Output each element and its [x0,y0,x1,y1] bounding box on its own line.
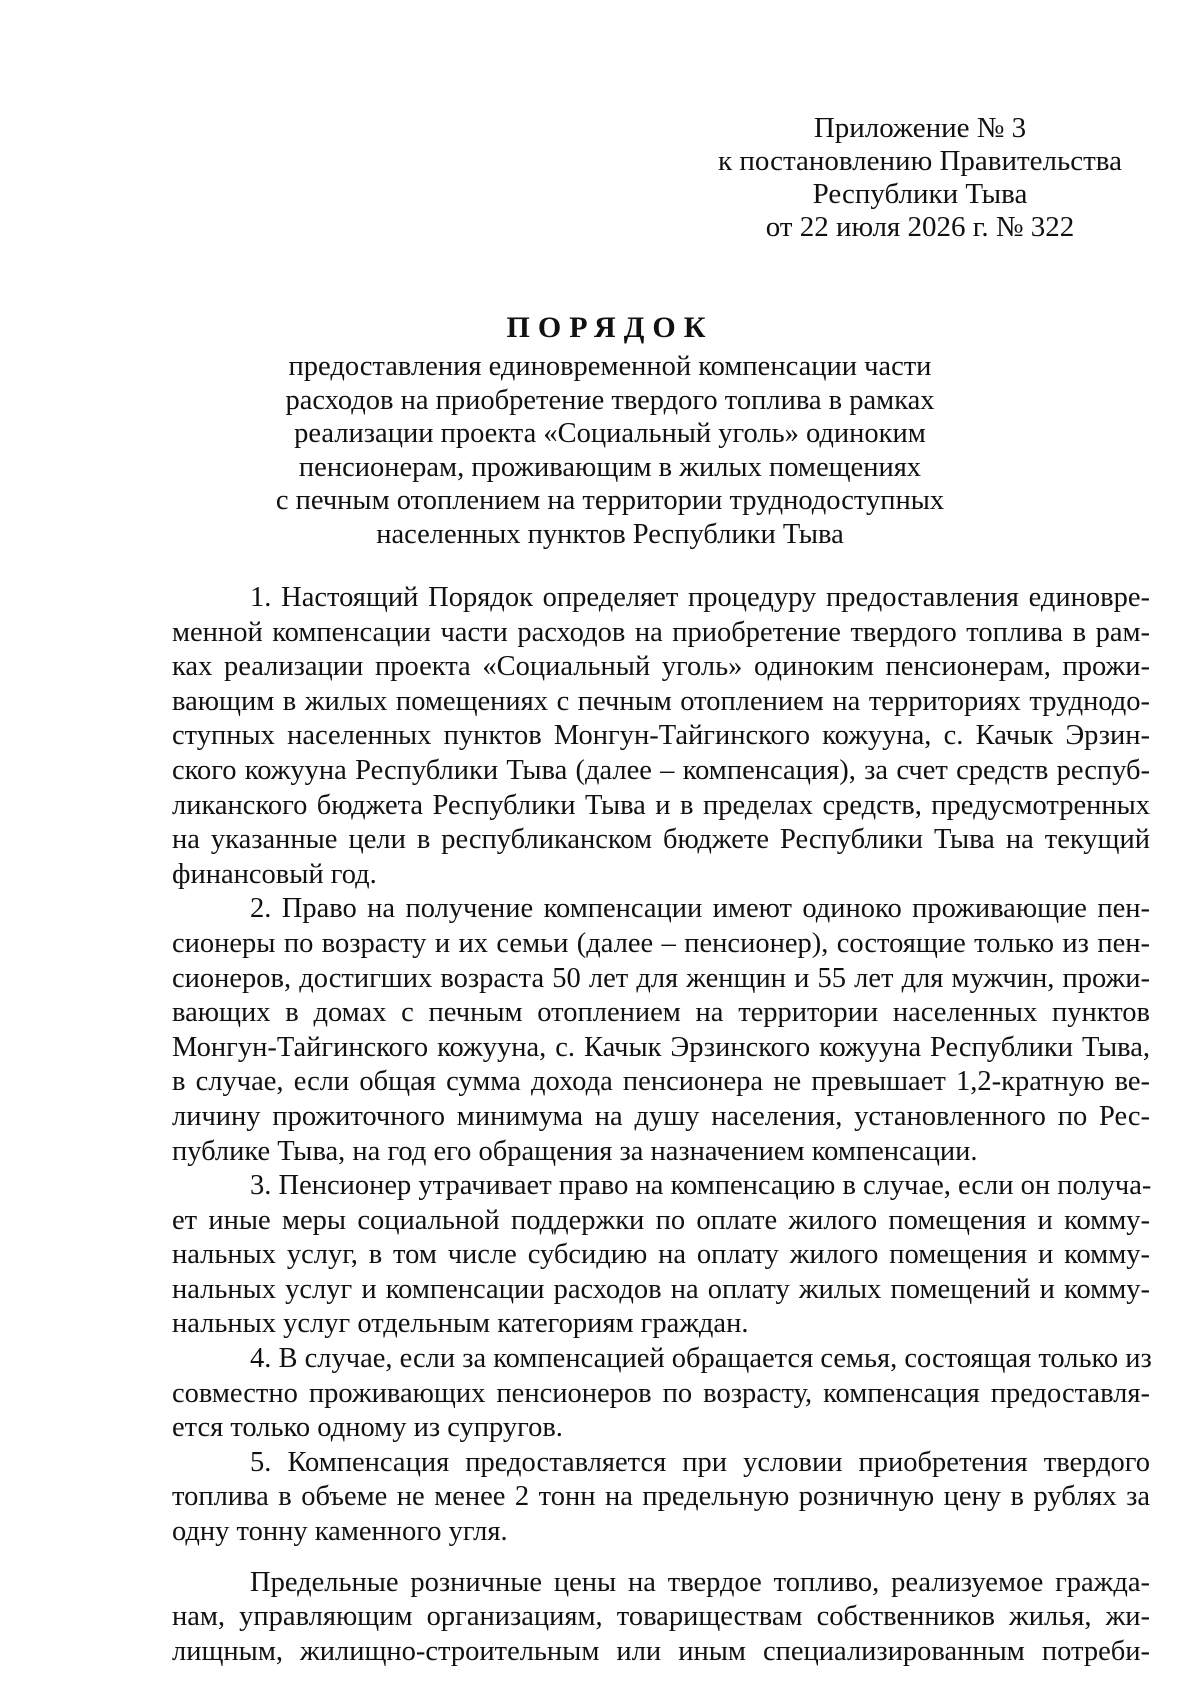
paragraph-line: публике Тыва, на год его обращения за назначением компенсации. [172,1135,978,1167]
paragraph-line: одну тонну каменного угля. [172,1516,508,1548]
paragraph-line: нальных услуг, в том числе субсидию на оплату жилого помещения и комму- [172,1239,1150,1271]
paragraph-2 [172,892,1150,1169]
subtitle-line: расходов на приобретение твердого топлива в рамках [285,384,935,416]
paragraph-line: вающих в домах с печным отоплением на территории населенных пунктов [172,997,1150,1029]
paragraph-line: 3. Пенсионер утрачивает право на компенсацию в случае, если он получа- [250,1170,1152,1202]
paragraph-line: совместно проживающих пенсионеров по возрасту, компенсация предоставля- [172,1377,1150,1409]
paragraph-line: ступных населенных пунктов Монгун-Тайгинского кожууна, с. Качык Эрзин- [172,720,1150,752]
paragraph-1 [172,581,1150,892]
paragraph-3 [172,1169,1150,1342]
approval-line-appendix: Приложение № 3 [813,112,1027,144]
paragraph-line: Предельные розничные цены на твердое топливо, реализуемое гражда- [250,1566,1150,1598]
paragraph-line: на указанные цели в республиканском бюджете Республики Тыва на текущий [172,824,1150,856]
paragraph-line: нам, управляющим организациям, товариществам собственников жилья, жи- [172,1601,1150,1633]
paragraph-gap [172,1550,1150,1566]
document-subtitle [150,350,1070,551]
approval-block [680,112,1160,244]
paragraph-line: менной компенсации части расходов на приобретение твердого топлива в рам- [172,616,1150,648]
document-title: ПОРЯДОК [506,311,714,344]
paragraph-line: 4. В случае, если за компенсацией обращается семья, состоящая только из [250,1343,1152,1375]
subtitle-line: с печным отоплением на территории труднодоступных [275,485,945,516]
subtitle-line: предоставления единовременной компенсации части [288,351,932,382]
paragraph-line: нальных услуг и компенсации расходов на оплату жилых помещений и комму- [172,1273,1150,1305]
paragraph-line: лищным, жилищно-строительным или иным специализированным потреби- [172,1635,1150,1667]
paragraph-line: нальных услуг отдельным категориям граждан. [172,1308,749,1340]
paragraph-line: финансовый год. [172,858,377,890]
paragraph-line: ликанского бюджета Республики Тыва и в пределах средств, предусмотренных [172,789,1150,821]
paragraph-line: топлива в объеме не менее 2 тонн на предельную розничную цену в рублях за [172,1481,1150,1513]
paragraph-line: сионеры по возрасту и их семьи (далее – пенсионер), состоящие только из пен- [172,927,1150,959]
paragraph-5 [172,1446,1150,1550]
paragraph-line: сионеров, достигших возраста 50 лет для женщин и 55 лет для мужчин, прожи- [172,962,1150,994]
paragraph-line: ках реализации проекта «Социальный уголь» одиноким пенсионерам, прожи- [172,651,1150,683]
paragraph-line: ется только одному из супругов. [172,1412,563,1444]
document-body [172,581,1150,1669]
subtitle-line: реализации проекта «Социальный уголь» одиноким [294,418,926,449]
paragraph-line: личину прожиточного минимума на душу населения, установленного по Рес- [172,1100,1150,1132]
paragraph-line: вающим в жилых помещениях с печным отоплением на территориях труднодо- [172,685,1150,717]
paragraph-line: 5. Компенсация предоставляется при условии приобретения твердого [250,1446,1150,1478]
paragraph-line: в случае, если общая сумма дохода пенсионера не превышает 1,2-кратную ве- [172,1066,1150,1098]
paragraph-line: ского кожууна Республики Тыва (далее – компенсация), за счет средств респуб- [172,754,1150,786]
paragraph-line: 1. Настоящий Порядок определяет процедуру предоставления единовре- [250,582,1150,613]
approval-line-republic: Республики Тыва [812,178,1028,210]
paragraph-6 [172,1566,1150,1670]
approval-line-date-number: от 22 июля 2026 г. № 322 [765,211,1075,243]
paragraph-line: ет иные меры социальной поддержки по оплате жилого помещения и комму- [172,1204,1150,1236]
subtitle-line: населенных пунктов Республики Тыва [376,518,844,550]
subtitle-line: пенсионерам, проживающим в жилых помещениях [298,451,922,483]
paragraph-4 [172,1342,1150,1446]
paragraph-line: Монгун-Тайгинского кожууна, с. Качык Эрзинского кожууна Республики Тыва, [172,1031,1150,1063]
approval-line-resolution: к постановлению Правительства [718,145,1122,177]
paragraph-line: 2. Право на получение компенсации имеют одиноко проживающие пен- [250,893,1150,925]
